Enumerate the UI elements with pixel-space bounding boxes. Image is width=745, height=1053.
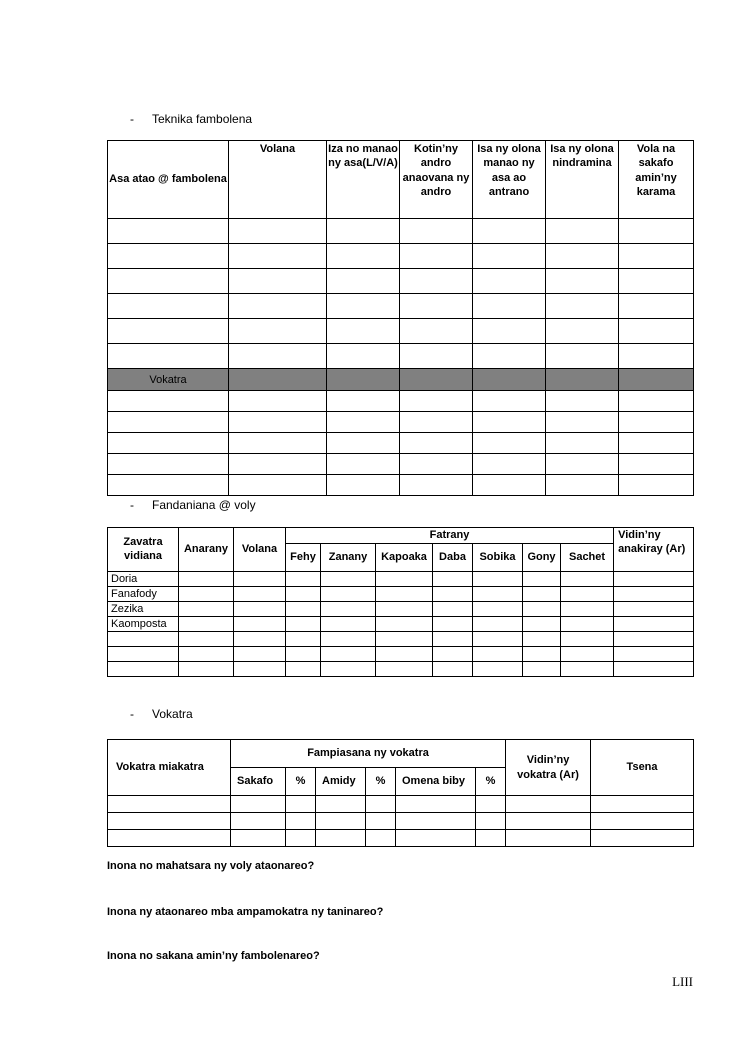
table-cell <box>400 433 473 454</box>
table-cell <box>321 587 376 602</box>
column-header: Iza no manao ny asa(L/V/A) <box>327 141 400 219</box>
section-heading-teknika-fambolena <box>107 112 693 126</box>
table-row <box>108 617 694 632</box>
table-cell <box>229 319 327 344</box>
table-cell <box>316 830 366 847</box>
table-cell <box>229 244 327 269</box>
table-cell <box>619 369 694 391</box>
table-cell <box>614 662 694 677</box>
group-header-fampiasana: Fampiasana ny vokatra <box>231 740 506 768</box>
table-cell <box>619 294 694 319</box>
table-row <box>108 647 694 662</box>
fandaniana-table <box>107 527 694 677</box>
table-cell <box>179 662 234 677</box>
column-subheader: % <box>476 768 506 796</box>
table-cell <box>286 572 321 587</box>
table-cell <box>327 319 400 344</box>
table-cell <box>179 602 234 617</box>
table-cell <box>321 662 376 677</box>
row-label-cell <box>108 632 179 647</box>
table-cell <box>561 647 614 662</box>
table-cell <box>476 796 506 813</box>
table-row <box>108 632 694 647</box>
empty-table-row <box>108 454 694 475</box>
table-cell <box>506 813 591 830</box>
table-cell <box>614 632 694 647</box>
table-cell <box>108 813 231 830</box>
table-cell <box>376 602 433 617</box>
table-cell <box>546 454 619 475</box>
group-header-fatrany: Fatrany <box>286 528 614 544</box>
column-header: Vola na sakafo amin’ny karama <box>619 141 694 219</box>
table-cell <box>321 617 376 632</box>
table-cell <box>179 617 234 632</box>
table-cell <box>523 662 561 677</box>
table-cell <box>366 796 396 813</box>
table-cell <box>179 572 234 587</box>
table-row <box>108 602 694 617</box>
table-cell <box>546 475 619 496</box>
table-cell <box>286 602 321 617</box>
table-cell <box>327 294 400 319</box>
table-cell <box>327 454 400 475</box>
table-cell <box>473 219 546 244</box>
table-cell <box>546 369 619 391</box>
table-cell <box>433 632 473 647</box>
table-cell <box>473 454 546 475</box>
table-cell <box>321 647 376 662</box>
table-cell <box>179 647 234 662</box>
table-header-row <box>108 740 694 768</box>
table-cell <box>473 369 546 391</box>
table-cell <box>473 269 546 294</box>
table-cell <box>234 572 286 587</box>
table-cell <box>229 412 327 433</box>
list-bullet: - <box>130 112 134 126</box>
table-cell <box>286 647 321 662</box>
table-cell <box>523 647 561 662</box>
table-cell <box>546 433 619 454</box>
table-cell <box>396 813 476 830</box>
table-cell <box>286 796 316 813</box>
table-cell <box>234 587 286 602</box>
column-header: Isa ny olona manao ny asa ao antrano <box>473 141 546 219</box>
table-row <box>108 662 694 677</box>
table-cell <box>108 244 229 269</box>
table-cell <box>366 830 396 847</box>
table-cell <box>619 391 694 412</box>
question-ampamokatra: Inona ny ataonareo mba ampamokatra ny taninareo? <box>107 906 384 918</box>
table-cell <box>376 572 433 587</box>
table-cell <box>473 244 546 269</box>
column-subheader: Amidy <box>316 768 366 796</box>
table-cell <box>400 391 473 412</box>
table-cell <box>546 391 619 412</box>
table-cell <box>327 344 400 369</box>
table-cell <box>108 475 229 496</box>
table-cell <box>376 647 433 662</box>
table-cell <box>229 219 327 244</box>
table-cell <box>229 391 327 412</box>
column-header-market: Tsena <box>591 740 694 796</box>
table-cell <box>546 294 619 319</box>
column-subheader: Sachet <box>561 544 614 572</box>
table-cell <box>619 344 694 369</box>
table-cell <box>327 433 400 454</box>
table-cell <box>108 412 229 433</box>
table-cell <box>400 412 473 433</box>
table-cell <box>591 830 694 847</box>
table-cell <box>546 319 619 344</box>
table-cell <box>400 344 473 369</box>
empty-table-row <box>108 219 694 244</box>
row-label-cell: Fanafody <box>108 587 179 602</box>
empty-table-row <box>108 475 694 496</box>
column-header: Asa atao @ fambolena <box>108 141 229 219</box>
table-cell <box>234 662 286 677</box>
table-cell <box>473 632 523 647</box>
table-cell <box>234 632 286 647</box>
table-row <box>108 587 694 602</box>
list-bullet: - <box>130 498 134 512</box>
table-cell <box>400 369 473 391</box>
table-cell <box>619 244 694 269</box>
empty-table-row <box>108 294 694 319</box>
table-cell <box>400 454 473 475</box>
question-mahatsara: Inona no mahatsara ny voly ataonareo? <box>107 860 315 872</box>
table-cell <box>473 662 523 677</box>
table-cell <box>473 475 546 496</box>
divider-label-cell: Vokatra <box>108 369 229 391</box>
table-cell <box>614 602 694 617</box>
table-cell <box>561 587 614 602</box>
table-cell <box>108 344 229 369</box>
table-cell <box>231 796 286 813</box>
table-cell <box>321 632 376 647</box>
empty-table-row <box>108 269 694 294</box>
table-cell <box>506 796 591 813</box>
table-cell <box>316 813 366 830</box>
table-cell <box>400 475 473 496</box>
table-cell <box>327 369 400 391</box>
section-title: Teknika fambolena <box>152 112 253 126</box>
table-cell <box>619 412 694 433</box>
table-row <box>108 572 694 587</box>
table-cell <box>473 319 546 344</box>
column-subheader: Kapoaka <box>376 544 433 572</box>
table-cell <box>108 796 231 813</box>
table-cell <box>614 617 694 632</box>
table-cell <box>523 617 561 632</box>
table-cell <box>473 344 546 369</box>
table-cell <box>229 475 327 496</box>
page-content <box>107 112 693 963</box>
empty-table-row <box>108 813 694 830</box>
table-cell <box>614 647 694 662</box>
empty-table-row <box>108 796 694 813</box>
table-cell <box>321 572 376 587</box>
column-subheader: % <box>366 768 396 796</box>
column-subheader: Omena biby <box>396 768 476 796</box>
table-cell <box>229 269 327 294</box>
table-header-row <box>108 141 694 219</box>
page-number: LIII <box>672 974 693 989</box>
table-cell <box>614 587 694 602</box>
table-cell <box>327 244 400 269</box>
table-cell <box>523 632 561 647</box>
table-cell <box>546 269 619 294</box>
table-cell <box>286 830 316 847</box>
column-header: Isa ny olona nindramina <box>546 141 619 219</box>
empty-table-row <box>108 830 694 847</box>
column-header: Vokatra miakatra <box>108 740 231 796</box>
section-title: Vokatra <box>152 707 193 721</box>
table-cell <box>619 475 694 496</box>
table-cell <box>108 269 229 294</box>
table-cell <box>473 294 546 319</box>
table-cell <box>473 602 523 617</box>
table-cell <box>229 294 327 319</box>
table-cell <box>229 433 327 454</box>
table-cell <box>473 412 546 433</box>
table-cell <box>476 830 506 847</box>
table-cell <box>473 572 523 587</box>
table-cell <box>108 454 229 475</box>
table-cell <box>433 572 473 587</box>
column-header-price: Vidin’ny anakiray (Ar) <box>614 528 694 572</box>
table-cell <box>108 319 229 344</box>
column-subheader: Sakafo <box>231 768 286 796</box>
table-cell <box>561 632 614 647</box>
table-cell <box>376 587 433 602</box>
column-header: Volana <box>234 528 286 572</box>
table-cell <box>473 587 523 602</box>
table-cell <box>473 433 546 454</box>
table-cell <box>286 632 321 647</box>
empty-table-row <box>108 344 694 369</box>
table-cell <box>229 369 327 391</box>
list-bullet: - <box>130 707 134 721</box>
vokatra-divider-row <box>108 369 694 391</box>
table-cell <box>108 391 229 412</box>
table-cell <box>108 433 229 454</box>
row-label-cell: Doria <box>108 572 179 587</box>
column-subheader: Zanany <box>321 544 376 572</box>
table-cell <box>619 454 694 475</box>
table-cell <box>396 796 476 813</box>
row-label-cell <box>108 647 179 662</box>
column-subheader: Daba <box>433 544 473 572</box>
table-cell <box>619 433 694 454</box>
table-cell <box>327 412 400 433</box>
table-header-row <box>108 528 694 544</box>
table-cell <box>286 617 321 632</box>
section-title: Fandaniana @ voly <box>152 498 256 512</box>
table-cell <box>234 602 286 617</box>
table-cell <box>400 244 473 269</box>
row-label-cell <box>108 662 179 677</box>
empty-table-row <box>108 244 694 269</box>
table-cell <box>231 813 286 830</box>
table-cell <box>234 647 286 662</box>
table-cell <box>327 219 400 244</box>
table-cell <box>400 219 473 244</box>
table-cell <box>591 796 694 813</box>
column-header-price: Vidin’ny vokatra (Ar) <box>506 740 591 796</box>
column-subheader: Fehy <box>286 544 321 572</box>
table-cell <box>561 617 614 632</box>
column-header: Zavatra vidiana <box>108 528 179 572</box>
table-cell <box>286 587 321 602</box>
table-cell <box>561 572 614 587</box>
table-cell <box>433 662 473 677</box>
table-cell <box>523 602 561 617</box>
column-subheader: % <box>286 768 316 796</box>
table-cell <box>506 830 591 847</box>
table-cell <box>561 602 614 617</box>
table-cell <box>546 219 619 244</box>
table-cell <box>376 617 433 632</box>
table-cell <box>229 344 327 369</box>
section-heading-fandaniana <box>107 498 693 512</box>
table-cell <box>523 587 561 602</box>
table-cell <box>476 813 506 830</box>
column-header: Volana <box>229 141 327 219</box>
table-cell <box>179 632 234 647</box>
table-cell <box>619 319 694 344</box>
table-cell <box>327 391 400 412</box>
table-cell <box>619 219 694 244</box>
empty-table-row <box>108 391 694 412</box>
column-subheader: Gony <box>523 544 561 572</box>
table-cell <box>614 572 694 587</box>
table-cell <box>396 830 476 847</box>
table-cell <box>433 617 473 632</box>
table-cell <box>473 617 523 632</box>
empty-table-row <box>108 412 694 433</box>
table-cell <box>286 813 316 830</box>
table-cell <box>327 269 400 294</box>
table-cell <box>366 813 396 830</box>
table-cell <box>321 602 376 617</box>
table-cell <box>433 602 473 617</box>
column-header: Anarany <box>179 528 234 572</box>
section-heading-vokatra <box>107 707 693 721</box>
table-cell <box>433 587 473 602</box>
table-cell <box>316 796 366 813</box>
table-cell <box>231 830 286 847</box>
teknika-fambolena-table <box>107 140 694 496</box>
table-cell <box>108 830 231 847</box>
column-subheader: Sobika <box>473 544 523 572</box>
table-cell <box>473 391 546 412</box>
table-cell <box>546 244 619 269</box>
table-cell <box>400 269 473 294</box>
table-cell <box>376 632 433 647</box>
table-cell <box>286 662 321 677</box>
empty-table-row <box>108 319 694 344</box>
row-label-cell: Kaomposta <box>108 617 179 632</box>
table-cell <box>546 412 619 433</box>
table-cell <box>523 572 561 587</box>
row-label-cell: Zezika <box>108 602 179 617</box>
table-cell <box>546 344 619 369</box>
table-cell <box>376 662 433 677</box>
table-cell <box>433 647 473 662</box>
table-cell <box>619 269 694 294</box>
table-cell <box>473 647 523 662</box>
table-cell <box>561 662 614 677</box>
table-cell <box>591 813 694 830</box>
table-cell <box>327 475 400 496</box>
empty-table-row <box>108 433 694 454</box>
column-header: Kotin’ny andro anaovana ny andro <box>400 141 473 219</box>
question-sakana: Inona no sakana amin’ny fambolenareo? <box>107 950 320 962</box>
table-cell <box>400 294 473 319</box>
table-cell <box>234 617 286 632</box>
table-cell <box>229 454 327 475</box>
table-cell <box>400 319 473 344</box>
table-cell <box>108 219 229 244</box>
vokatra-table <box>107 739 694 847</box>
table-cell <box>108 294 229 319</box>
table-cell <box>179 587 234 602</box>
